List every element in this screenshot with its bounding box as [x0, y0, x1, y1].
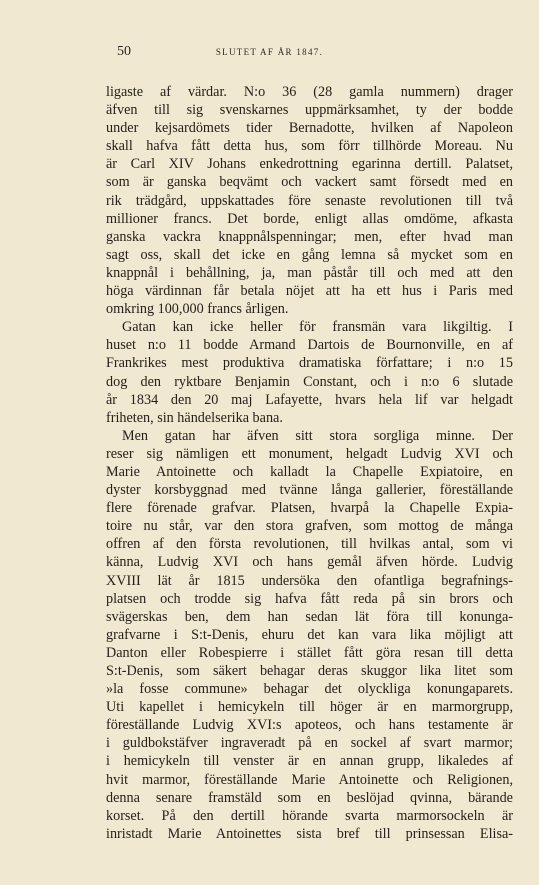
text-line: korset. På den dertill hörande svarta marmorsockeln är	[106, 807, 513, 824]
body-text	[106, 83, 513, 843]
text-line: sagt oss, skall det icke en gång lemna så mycket som en	[106, 246, 513, 263]
text-line: i guldbokstäfver ingraveradt på en sockel af svart marmor;	[106, 735, 513, 752]
text-line: svägerskas ben, dem han sedan lät föra till konunga-	[106, 608, 513, 625]
text-line: reser sig nämligen ett monument, helgadt Ludvig XVI och	[106, 445, 513, 462]
text-line: toire nu står, var den stora grafven, som mottog de många	[106, 518, 513, 535]
text-line: Frankrikes mest produktiva dramatiska författare; i n:o 15	[106, 355, 513, 372]
text-line: hvit marmor, föreställande Marie Antoinette och Religionen,	[106, 771, 513, 788]
text-line: känna, Ludvig XVI och hans gemål äfven hörde. Ludvig	[106, 554, 513, 571]
text-line: ligaste af värdar. N:o 36 (28 gamla nummern) drager	[106, 84, 513, 100]
text-line: är Carl XIV Johans enkedrottning egarinna dertill. Palatset,	[106, 156, 513, 173]
text-line: äfven till sig svenskarnes uppmärksamhet, ty der bodde	[106, 102, 513, 119]
text-line: inristadt Marie Antoinettes sista bref till prinsessan Elisa-	[106, 825, 513, 842]
text-line: platsen och trodde sig hafva fått reda på sin brors och	[106, 590, 513, 607]
text-line: Marie Antoinette och kalladt la Chapelle Expiatoire, en	[106, 463, 513, 480]
text-line: knappnål i behållning, ja, man påstår till och med att den	[106, 264, 513, 281]
text-line: S:t-Denis, som säkert behagar deras skuggor lika litet som	[106, 663, 513, 679]
text-line: Uti kapellet i hemicykeln till höger är en marmorgrupp,	[106, 699, 513, 716]
text-line: »la fosse commune» behagar det olyckliga konungaparets.	[106, 681, 513, 698]
text-line: skall hafva fått detta hus, som förr tillhörde Moreau. Nu	[106, 138, 513, 155]
text-line: som är ganska beqvämt och vackert samt försedt med en	[106, 174, 513, 191]
page-number: 50	[117, 44, 131, 59]
text-line: föreställande Ludvig XVI:s apoteos, och hans testamente är	[106, 717, 513, 734]
text-line: Gatan kan icke heller för fransmän vara likgiltig. I	[122, 319, 513, 336]
text-line: höga värdinnan får betala nöjet att ha ett hus i Paris med	[106, 283, 513, 300]
text-line: XVIII lät år 1815 undersöka den ofantliga begrafnings-	[106, 572, 513, 589]
text-line: flere förenade grafvar. Platsen, hvarpå la Chapelle Expia-	[106, 500, 513, 517]
text-line: denna senare framstäld som en beslöjad qvinna, bärande	[106, 789, 513, 806]
text-line: grafvarne i S:t-Denis, ehuru det kan vara lika möjligt att	[106, 626, 513, 643]
text-line: år 1834 den 20 maj Lafayette, hvars hela lif var helgadt	[106, 391, 513, 408]
text-line: offren af den första revolutionen, till hvilkas antal, som vi	[106, 536, 513, 553]
text-line: Men gatan har äfven sitt stora sorgliga minne. Der	[122, 427, 513, 444]
text-line: dog den ryktbare Benjamin Constant, och i n:o 6 slutade	[106, 373, 513, 390]
running-head: SLUTET AF ÅR 1847.	[215, 47, 324, 57]
text-line: ganska vackra knappnålspenningar; men, efter hvad man	[106, 228, 513, 245]
text-line: friheten, sin händelserika bana.	[106, 409, 283, 426]
text-line: under kejsardömets tider Bernadotte, hvilken af Napoleon	[106, 120, 513, 137]
text-line: rik trädgård, uppskattades före senaste revolutionen till två	[106, 192, 513, 209]
text-line: omkring 100,000 francs årligen.	[106, 301, 289, 318]
text-line: millioner francs. Det borde, enligt allas omdöme, afkasta	[106, 210, 513, 227]
text-line: Danton eller Robespierre i stället fått göra resan till detta	[106, 644, 513, 661]
text-line: i hemicykeln till venster är en annan grupp, likaledes af	[106, 753, 513, 770]
text-line: huset n:o 11 bodde Armand Dartois de Bournonville, en af	[106, 337, 513, 354]
text-line: dyster korsbyggnad med tvänne långa gallerier, föreställande	[106, 482, 513, 499]
